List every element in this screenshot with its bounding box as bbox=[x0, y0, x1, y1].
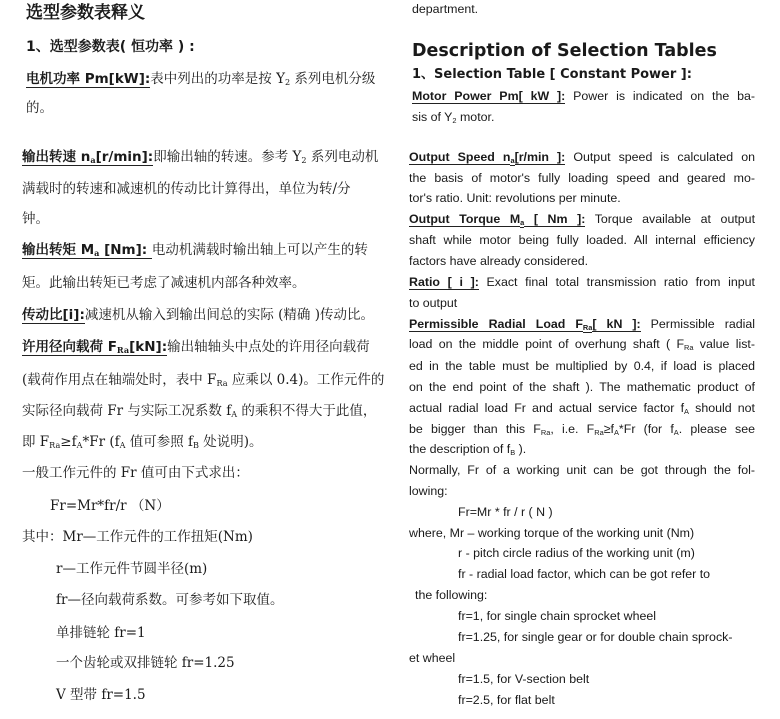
text-line bbox=[56, 560, 207, 578]
text-segment: Exact final total transmission ratio from input bbox=[478, 275, 755, 289]
text-segment: r—工作元件节圆半径(m) bbox=[56, 561, 208, 577]
text-segment: 一般工作元件的 Fr 值可由下式求出： bbox=[22, 465, 249, 481]
term-label: 传动比[i]: bbox=[22, 307, 85, 323]
term-label: [Nm]: bbox=[99, 242, 152, 258]
text-line bbox=[56, 591, 283, 609]
text-line bbox=[409, 315, 755, 337]
text-line bbox=[409, 482, 448, 500]
text-segment: ed in the table must be multiplied by 0.4, if load is placed bbox=[409, 359, 755, 373]
text-segment: factors have already considered. bbox=[409, 254, 589, 268]
text-segment: (载荷作用点在轴端处时，表中 F bbox=[22, 372, 217, 388]
text-segment: 单排链轮 fr=1 bbox=[56, 625, 146, 641]
term-label: a bbox=[510, 155, 515, 165]
subscript: 2 bbox=[301, 155, 307, 166]
text-segment: Fr=Mr * fr / r ( N ) bbox=[458, 505, 553, 519]
text-line bbox=[409, 440, 526, 462]
text-segment: 减速机从输入到输出间总的实际 (精确 )传动比。 bbox=[84, 307, 374, 323]
text-line bbox=[22, 464, 249, 482]
text-line bbox=[50, 497, 170, 515]
text-segment: 输出轴轴头中点处的许用径向载荷 bbox=[167, 339, 370, 355]
term-label: 电机功率 Pm[kW]: bbox=[26, 71, 151, 87]
text-segment: 其中：Mr—工作元件的工作扭矩(Nm) bbox=[22, 529, 253, 545]
text-line bbox=[409, 252, 588, 270]
term-label: Motor Power Pm[ kW ]: bbox=[412, 89, 566, 103]
subscript: A bbox=[684, 406, 689, 416]
text-segment: Torque available at output bbox=[585, 212, 756, 226]
text-line bbox=[22, 306, 374, 324]
text-segment: motor. bbox=[456, 110, 495, 124]
text-segment: on the end point of the shaft ). The mathematic product of bbox=[409, 380, 755, 394]
text-segment: Power is indicated on the ba- bbox=[565, 89, 755, 103]
subscript: Ra bbox=[684, 342, 694, 352]
text-segment: 的。 bbox=[26, 100, 53, 116]
text-line bbox=[458, 503, 553, 521]
text-line bbox=[409, 148, 755, 170]
text-segment: where, Mr – working torque of the working unit (Nm) bbox=[409, 526, 695, 540]
text-segment: 值可参照 f bbox=[125, 434, 194, 450]
text-line bbox=[409, 649, 455, 667]
text-segment: . please see bbox=[678, 422, 756, 436]
text-segment: ). bbox=[515, 442, 527, 456]
subscript: A bbox=[231, 409, 238, 420]
term-label: Output Torque M bbox=[409, 212, 521, 226]
text-line bbox=[409, 399, 755, 421]
text-segment: 满载时的转速和减速机的传动比计算得出，单位为转/分 bbox=[22, 181, 351, 197]
heading-text: Description of Selection Tables bbox=[412, 41, 717, 61]
term-label: [r/min]: bbox=[95, 149, 154, 165]
term-label: [kN]: bbox=[129, 339, 168, 355]
text-segment: 实际径向载荷 Fr 与实际工况系数 f bbox=[22, 403, 232, 419]
text-segment: , i.e. F bbox=[550, 422, 595, 436]
text-line bbox=[415, 586, 487, 604]
term-label: Output Speed n bbox=[409, 150, 511, 164]
term-label: 输出转速 n bbox=[22, 149, 91, 165]
text-segment: be bigger than this F bbox=[409, 422, 541, 436]
term-label: Ra bbox=[582, 322, 593, 332]
text-segment: 即输出轴的转速。参考 Y bbox=[153, 149, 302, 165]
text-line bbox=[22, 528, 253, 546]
text-line bbox=[22, 338, 370, 359]
text-line bbox=[412, 87, 755, 105]
text-segment: V 型带 fr=1.5 bbox=[56, 687, 146, 703]
text-line bbox=[409, 335, 755, 357]
text-segment: ≥f bbox=[603, 422, 614, 436]
text-line bbox=[458, 628, 732, 646]
text-segment: Output speed is calculated on bbox=[565, 150, 755, 164]
text-segment: 矩。此输出转矩已考虑了减速机内部各种效率。 bbox=[22, 275, 306, 291]
text-line bbox=[458, 670, 589, 688]
term-label: 许用径向载荷 F bbox=[22, 339, 117, 355]
text-line bbox=[409, 273, 755, 291]
heading bbox=[26, 4, 145, 22]
text-segment: 电动机满载时输出轴上可以产生的转 bbox=[151, 242, 368, 258]
term-label: a bbox=[94, 248, 100, 259]
text-segment: load on the middle point of overhung shaft ( F bbox=[409, 337, 685, 351]
text-segment: the basis of motor's fully loading speed and geared mo- bbox=[409, 171, 755, 185]
text-line bbox=[409, 461, 755, 479]
text-segment: 处说明)。 bbox=[198, 434, 263, 450]
heading-text: 1、选型参数表( 恒功率 ) : bbox=[26, 39, 195, 55]
text-line bbox=[409, 357, 755, 375]
text-segment: fr=1, for single chain sprocket wheel bbox=[458, 609, 657, 623]
text-segment: *Fr (for f bbox=[618, 422, 674, 436]
text-line bbox=[56, 624, 146, 642]
text-line bbox=[409, 524, 694, 542]
text-segment: 即 F bbox=[22, 434, 50, 450]
text-segment: value list- bbox=[693, 337, 755, 351]
text-segment: lowing: bbox=[409, 484, 448, 498]
text-line bbox=[458, 565, 710, 583]
text-segment: sis of Y bbox=[412, 110, 453, 124]
subscript: B bbox=[510, 447, 516, 457]
text-segment: r - pitch circle radius of the working unit (m) bbox=[458, 546, 695, 560]
text-line bbox=[412, 108, 494, 130]
text-line bbox=[56, 686, 146, 704]
term-label: [r/min ]: bbox=[514, 150, 566, 164]
subscript: A bbox=[119, 440, 126, 451]
text-segment: 钟。 bbox=[22, 211, 49, 227]
text-segment: fr=1.25, for single gear or for double chain sprock- bbox=[458, 630, 733, 644]
text-line bbox=[22, 433, 263, 454]
text-line bbox=[458, 544, 695, 562]
text-line bbox=[409, 294, 457, 312]
text-line bbox=[409, 210, 755, 232]
text-line bbox=[409, 378, 755, 396]
text-line bbox=[22, 371, 384, 392]
text-line bbox=[26, 70, 375, 91]
text-segment: et wheel bbox=[409, 651, 456, 665]
heading-text: 选型参数表释义 bbox=[26, 3, 145, 23]
text-line bbox=[409, 169, 755, 187]
term-label: Ratio [ i ]: bbox=[409, 275, 479, 289]
text-line bbox=[56, 654, 235, 672]
subscript: Ra bbox=[540, 427, 551, 437]
text-line bbox=[22, 402, 376, 423]
text-line bbox=[22, 241, 368, 262]
subscript: A bbox=[673, 427, 679, 437]
term-label: [ kN ]: bbox=[592, 317, 641, 331]
subscript: A bbox=[613, 427, 619, 437]
text-segment: department. bbox=[412, 2, 479, 16]
subscript: B bbox=[193, 440, 199, 451]
heading bbox=[412, 65, 692, 84]
text-line bbox=[22, 210, 49, 228]
text-line bbox=[409, 231, 755, 249]
subscript: 2 bbox=[284, 77, 291, 88]
text-line bbox=[22, 148, 378, 169]
text-segment: 一个齿轮或双排链轮 fr=1.25 bbox=[56, 655, 235, 671]
text-segment: actual radial load Fr and actual service factor f bbox=[409, 401, 685, 415]
text-segment: 表中列出的功率是按 Y bbox=[150, 71, 285, 87]
text-line bbox=[22, 274, 306, 292]
text-segment: Normally, Fr of a working unit can be got through the fol- bbox=[409, 463, 755, 477]
heading bbox=[26, 38, 195, 56]
text-segment: 应乘以 0.4)。工作元件的 bbox=[227, 372, 385, 388]
subscript: Ra bbox=[216, 378, 228, 389]
text-segment: fr=1.5, for V-section belt bbox=[458, 672, 590, 686]
term-label: Ra bbox=[116, 345, 130, 356]
text-segment: tor's ratio. Unit: revolutions per minute. bbox=[409, 191, 621, 205]
heading-text: 1、Selection Table [ Constant Power ]: bbox=[412, 67, 692, 82]
text-line bbox=[409, 189, 621, 207]
subscript: A bbox=[76, 440, 83, 451]
text-segment: fr=2.5, for flat belt bbox=[458, 693, 555, 707]
term-label: 输出转矩 M bbox=[22, 242, 95, 258]
text-segment: Permissible radial bbox=[640, 317, 755, 331]
text-segment: 系列电动机 bbox=[306, 149, 379, 165]
text-segment: fr—径向载荷系数。可参考如下取值。 bbox=[56, 592, 284, 608]
text-segment: the following: bbox=[415, 588, 488, 602]
text-line bbox=[26, 99, 53, 117]
subscript: Ra bbox=[594, 427, 604, 437]
term-label: [ Nm ]: bbox=[524, 212, 586, 226]
heading bbox=[412, 41, 717, 60]
text-segment: should not bbox=[688, 401, 756, 415]
text-line bbox=[409, 420, 755, 442]
text-segment: *Fr (f bbox=[82, 434, 120, 450]
text-segment: to output bbox=[409, 296, 458, 310]
text-line bbox=[458, 691, 555, 709]
subscript: 2 bbox=[452, 115, 457, 125]
text-line bbox=[412, 0, 478, 18]
subscript: Ra bbox=[49, 440, 61, 451]
text-segment: ≥f bbox=[60, 434, 77, 450]
text-segment: shaft while motor being fully loaded. All internal efficiency bbox=[409, 233, 755, 247]
text-line bbox=[458, 607, 656, 625]
text-segment: 的乘积不得大于此值， bbox=[237, 403, 377, 419]
text-segment: 系列电机分级 bbox=[290, 71, 376, 87]
text-segment: Fr=Mr*fr/r （N） bbox=[50, 498, 170, 514]
text-segment: the description of f bbox=[409, 442, 511, 456]
term-label: a bbox=[90, 155, 96, 166]
term-label: a bbox=[520, 217, 525, 227]
term-label: Permissible Radial Load F bbox=[409, 317, 583, 331]
text-segment: fr - radial load factor, which can be got refer to bbox=[458, 567, 711, 581]
text-line bbox=[22, 180, 351, 198]
